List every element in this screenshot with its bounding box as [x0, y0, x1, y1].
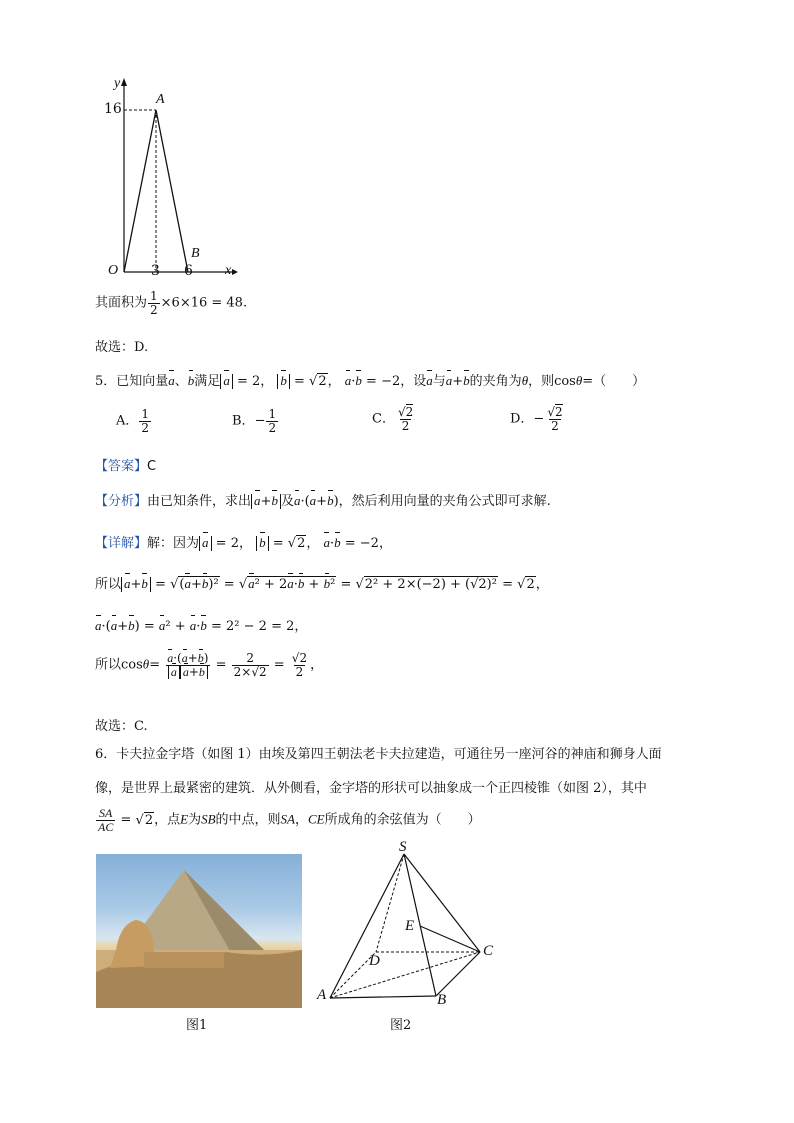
point-b-label: B: [191, 246, 200, 261]
q5-option-d[interactable]: D．− $\frac{√2}{2}$: [510, 405, 563, 433]
q5-step-3: 所以cosθ= $\frac{a\cdot(a+b)}{\text{a a+b}}$ = $\frac{2}{2\times√2}$ = $\frac{√2}{2}$ ，: [95, 651, 324, 679]
pyramid-sphinx-photo: [96, 854, 302, 1008]
q5-option-a[interactable]: A． $\frac{1}{2}$: [116, 407, 150, 435]
q5-step-2: a·(a+b) = a² + a·b = 2² − 2 = 2，: [95, 618, 308, 634]
label-e: E: [405, 918, 415, 934]
q6-line-2: 像，是世界上最紧密的建筑．从外侧看，金字塔的形状可以抽象成一个正四棱锥（如图 2），其中: [95, 781, 647, 796]
area-rest: ×6×16 = 48.: [160, 295, 248, 311]
answer-value: C: [147, 459, 157, 474]
label-a: A: [317, 987, 327, 1003]
previous-answer: 故选：D.: [95, 340, 149, 355]
q5-conclusion: 故选：C.: [95, 719, 148, 734]
x-tick-6: 6: [184, 263, 193, 279]
label-d: D: [369, 953, 380, 969]
q5-option-b[interactable]: B．− $\frac{1}{2}$: [232, 407, 277, 435]
q6-line-1: 6．卡夫拉金字塔（如图 1）由埃及第四王朝法老卡夫拉建造，可通往另一座河谷的神庙和狮身人面: [95, 747, 662, 762]
q5-answer: [95, 455, 156, 474]
q5-option-c[interactable]: C． $\frac{√2}{2}$: [372, 405, 414, 433]
point-a-label: A: [156, 92, 165, 107]
area-prefix: 其面积为: [95, 295, 148, 311]
figure-1-caption: 图1: [186, 1018, 208, 1033]
q5-detail: 【详解】解：因为 a = 2， b = √2， a·b = −2，: [95, 535, 392, 551]
label-c: C: [483, 943, 494, 959]
q5-stem: 5．已知向量a、b满足 a = 2， b = √2， a·b = −2，设a与a+b的夹角为θ，则cosθ=（ ）: [95, 373, 646, 389]
y-tick-16: 16: [104, 101, 122, 117]
q6-line-3: $\frac{SA}{AC}$ = √2，点E为SB的中点，则SA，CE所成角的余弦值为（ ）: [98, 806, 481, 834]
figure-2-caption: 图2: [390, 1018, 412, 1033]
x-tick-3: 3: [151, 263, 160, 279]
half-fraction: $\frac{1}{2}$: [150, 289, 158, 317]
area-line: [95, 290, 247, 316]
y-axis-label: y: [114, 76, 121, 91]
q5-step-1: 所以 a+b = √(a+b)² = √a² + 2a·b + b² = √2² + 2×(−2) + (√2)² = √2，: [95, 576, 549, 592]
label-b: B: [437, 992, 447, 1008]
label-s: S: [399, 839, 407, 855]
q5-analysis: 【分析】由已知条件，求出 a+b 及a·(a+b)，然后利用向量的夹角公式即可求解.: [95, 493, 551, 509]
origin-label: O: [108, 263, 119, 278]
answer-tag: 【答案】: [95, 459, 148, 474]
x-axis-label: x: [225, 263, 232, 278]
